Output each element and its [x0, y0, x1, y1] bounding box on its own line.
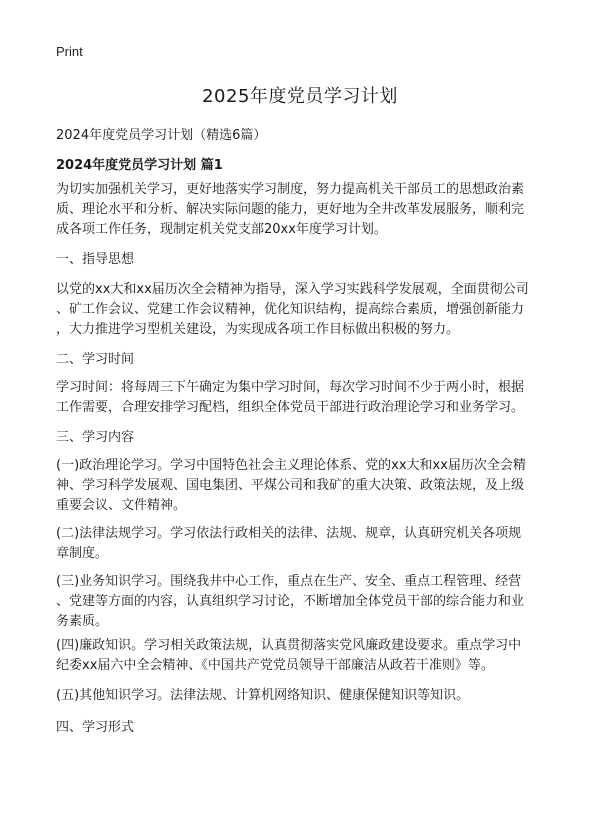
- heading-study-time: 二、学习时间: [56, 352, 135, 367]
- paragraph-political-theory: (一)政治理论学习。学习中国特色社会主义理论体系、党的xx大和xx届历次全会精 神、学习科学发展观、国电集团、平煤公司和我矿的重大决策、政策法规，及上级 重要会议、文件精神。: [56, 458, 526, 513]
- heading-guiding-ideology: 一、指导思想: [56, 252, 135, 267]
- paragraph-other-knowledge: (五)其他知识学习。法律法规、计算机网络知识、健康保健知识等知识。: [56, 688, 470, 703]
- document-subtitle: 2024年度党员学习计划（精选6篇）: [56, 128, 267, 143]
- paragraph-business-knowledge: (三)业务知识学习。围绕我井中心工作，重点在生产、安全、重点工程管理、经营 、党建等方面的内容，认真组织学习讨论，不断增加全体党员干部的综合能力和业 务素质。: [56, 574, 525, 629]
- paragraph-study-time: 学习时间：将每周三下午确定为集中学习时间，每次学习时间不少于两小时，根据 工作需要，合理安排学习配档，组织全体党员干部进行政治理论学习和业务学习。: [56, 380, 525, 415]
- section-heading: 2024年度党员学习计划 篇1: [56, 158, 223, 173]
- heading-study-form: 四、学习形式: [56, 720, 135, 735]
- page-title: 2025年度党员学习计划: [202, 86, 398, 107]
- heading-study-content: 三、学习内容: [56, 430, 135, 445]
- intro-paragraph: 为切实加强机关学习，更好地落实学习制度，努力提高机关干部员工的思想政治素 质、理论水平和分析、解决实际问题的能力，更好地为全井改革发展服务，顺利完 成各项工作任务，现制定机关党支部20xx年度学习计划。: [56, 182, 525, 237]
- print-link[interactable]: Print: [56, 44, 83, 59]
- paragraph-guiding-ideology: 以党的xx大和xx届历次全会精神为指导，深入学习实践科学发展观，全面贯彻公司 、矿工作会议、党建工作会议精神，优化知识结构，提高综合素质，增强创新能力 ，大力推进学习型机关建设，为实现成各项工作目标做出积极的努力。: [56, 282, 529, 337]
- paragraph-integrity-knowledge: (四)廉政知识。学习相关政策法规，认真贯彻落实党风廉政建设要求。重点学习中 纪委xx届六中全会精神、《中国共产党党员领导干部廉洁从政若干准则》等。: [56, 638, 522, 673]
- paragraph-laws-regulations: (二)法律法规学习。学习依法行政相关的法律、法规、规章，认真研究机关各项规 章制度。: [56, 526, 522, 561]
